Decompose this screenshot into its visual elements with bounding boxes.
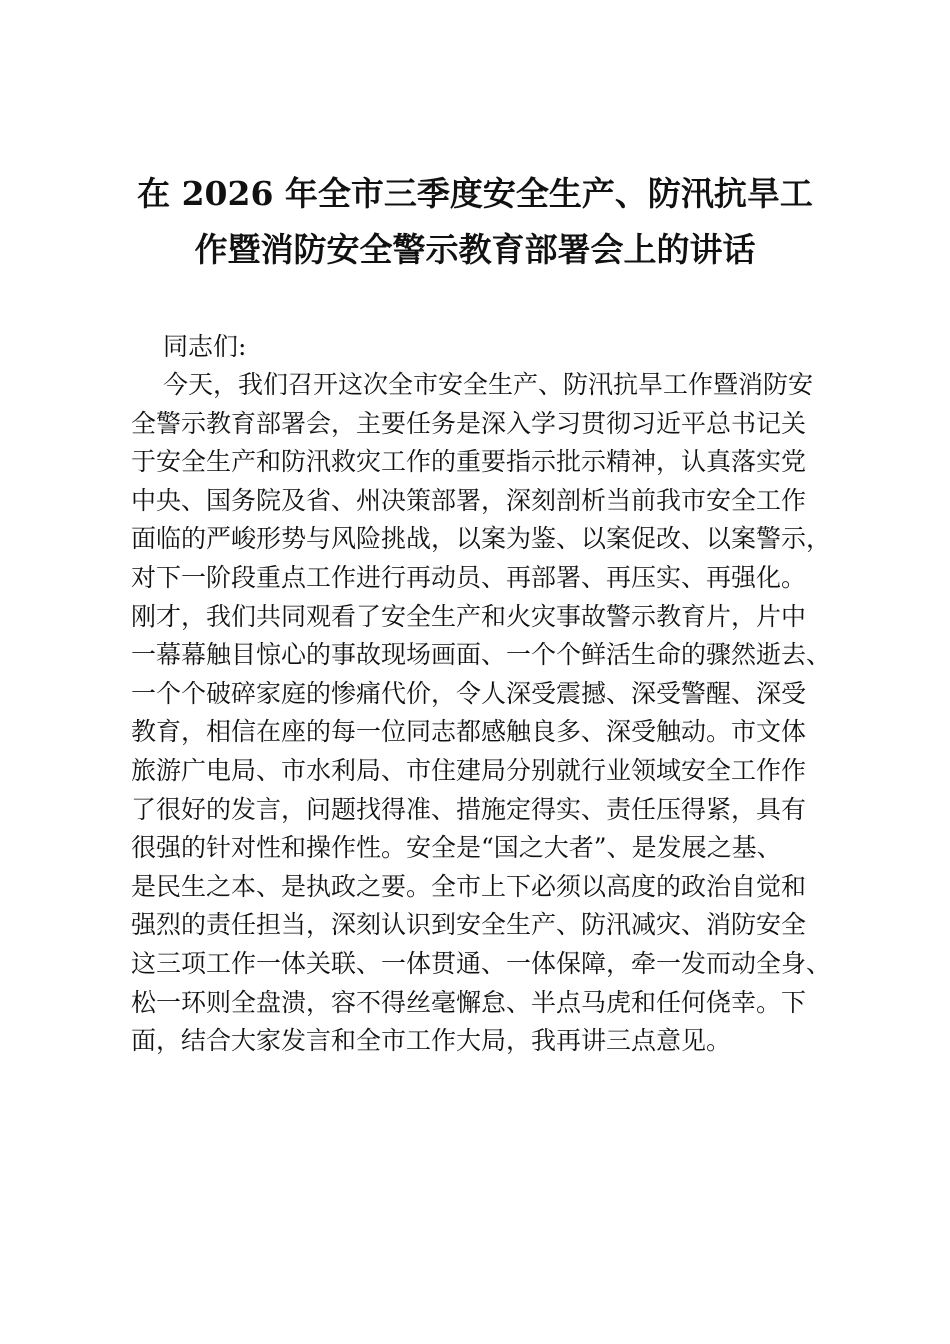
body-line: 是民生之本、是执政之要。全市上下必须以高度的政治自觉和 [131,871,807,901]
body-line: 今天，我们召开这次全市安全生产、防汛抗旱工作暨消防安 [163,370,814,399]
body-paragraph [131,366,851,1061]
body-line: 中央、国务院及省、州决策部署，深刻剖析当前我市安全工作 [131,485,807,515]
body-line: 松一环则全盘溃，容不得丝毫懈怠、半点马虎和任何侥幸。下 [131,987,807,1017]
body-line: 面临的严峻形势与风险挑战，以案为鉴、以案促改、以案警示， [131,524,832,554]
title-line-2: 作暨消防安全警示教育部署会上的讲话 [194,230,756,269]
body-line: 旅游广电局、市水利局、市住建局分别就行业领域安全工作作 [131,755,807,785]
body-line: 这三项工作一体关联、一体贯通、一体保障，牵一发而动全身、 [131,948,832,978]
body-line: 一幕幕触目惊心的事故现场画面、一个个鲜活生命的骤然逝去、 [131,640,832,670]
title-line-1: 在 2026 年全市三季度安全生产、防汛抗旱工 [137,174,813,213]
body-line: 了很好的发言，问题找得准、措施定得实、责任压得紧，具有 [131,794,807,824]
greeting: 同志们: [163,332,247,361]
body-line: 刚才，我们共同观看了安全生产和火灾事故警示教育片，片中 [131,601,807,631]
document-title [120,166,830,278]
body-line: 一个个破碎家庭的惨痛代价，令人深受震撼、深受警醒、深受 [131,678,807,708]
body-line: 全警示教育部署会，主要任务是深入学习贯彻习近平总书记关 [131,408,807,438]
body-line: 教育，相信在座的每一位同志都感触良多、深受触动。市文体 [131,717,807,747]
body-line: 于安全生产和防汛救灾工作的重要指示批示精神，认真落实党 [131,447,807,477]
body-line: 很强的针对性和操作性。安全是“国之大者”、是发展之基、 [131,833,782,863]
body-line: 对下一阶段重点工作进行再动员、再部署、再压实、再强化。 [131,562,807,592]
body-line: 强烈的责任担当，深刻认识到安全生产、防汛减灾、消防安全 [131,910,807,940]
body-line: 面，结合大家发言和全市工作大局，我再讲三点意见。 [131,1026,732,1056]
